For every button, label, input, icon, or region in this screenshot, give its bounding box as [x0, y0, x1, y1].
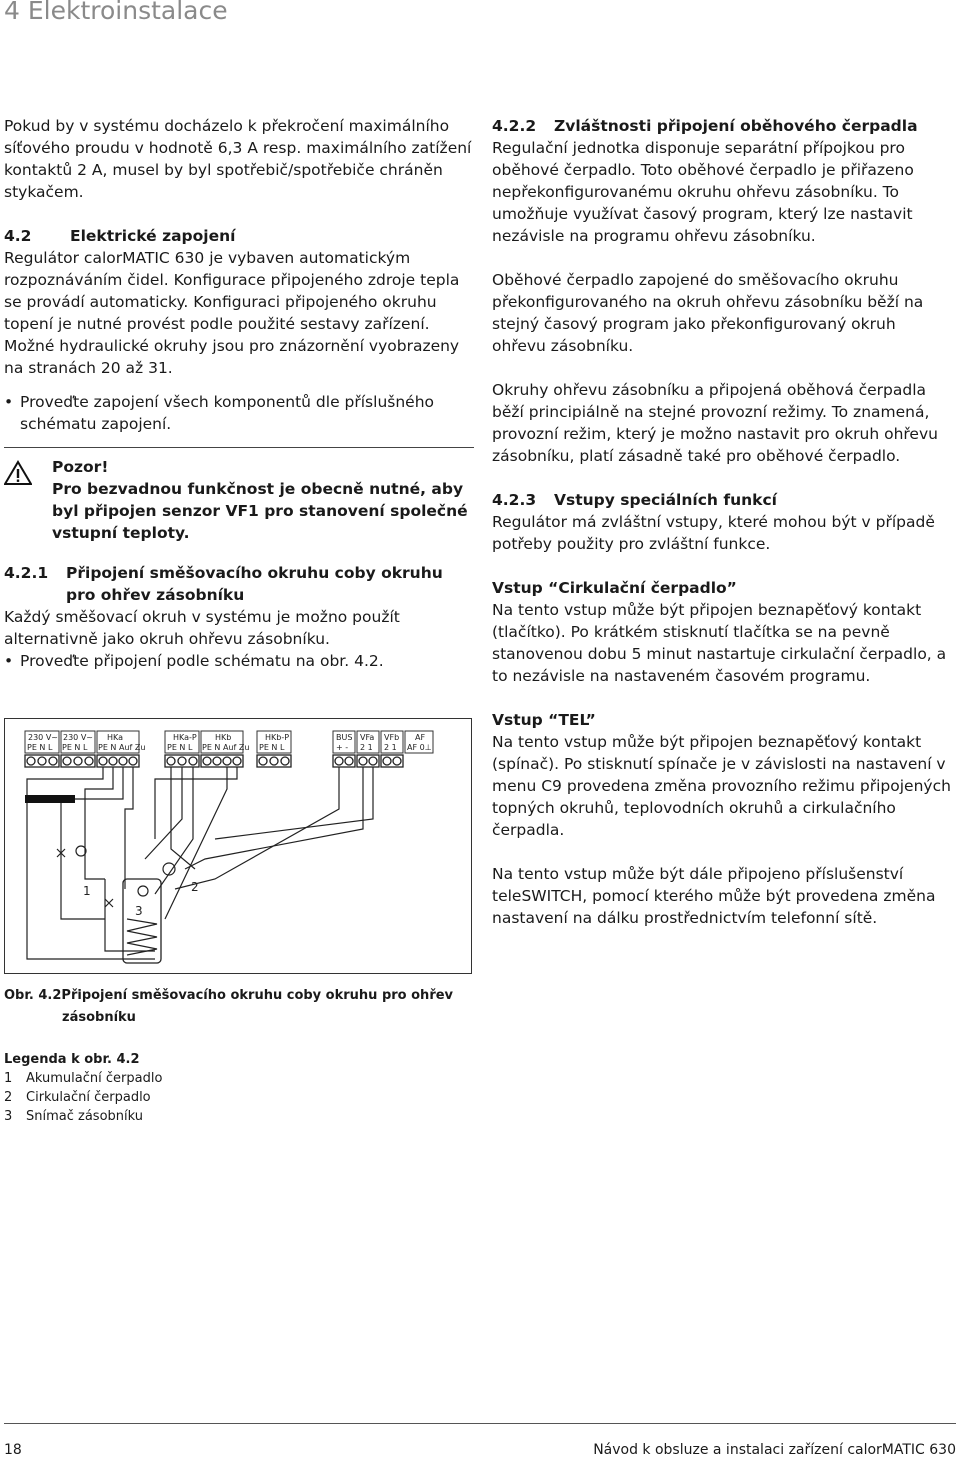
svg-text:+ -: + - — [336, 743, 349, 752]
warning-triangle-icon — [4, 456, 52, 544]
svg-text:HKb: HKb — [215, 733, 232, 742]
diagram-label-3: 3 — [135, 904, 143, 918]
input-tel-paragraph-2: Na tento vstup může být dále připojeno příslušenství teleSWITCH, pomocí kterého může být provedena změna nastavení na dálku prostřednictvím telefonní sítě. — [492, 865, 936, 927]
figure-title-line2: zásobníku — [62, 1010, 136, 1025]
svg-text:PE N Auf Zu: PE N Auf Zu — [202, 743, 250, 752]
section-4-2-1-heading — [4, 562, 474, 606]
warning-text: Pro bezvadnou funkčnost je obecně nutné, aby byl připojen senzor VF1 pro stanovení společné vstupní teploty. — [52, 480, 468, 542]
section-number: 4.2.2 — [492, 117, 537, 135]
svg-text:BUS: BUS — [336, 733, 353, 742]
section-4-2-2-paragraph-3: Okruhy ohřevu zásobníku a připojená oběhová čerpadla běží principiálně na stejné provozní režimy. To znamená, provozní režim, který je možno nastavit pro okruh ohřevu zásobníku, platí zásadně také pro oběhové čerpadlo. — [492, 381, 938, 465]
figure-title-line1: Připojení směšovacího okruhu coby okruhu pro ohřev — [61, 988, 454, 1003]
right-column — [492, 115, 954, 929]
bullet-item — [4, 650, 474, 672]
legend-title: Legenda k obr. 4.2 — [4, 1052, 140, 1067]
wiring-diagram — [4, 718, 472, 974]
page-number: 18 — [4, 1442, 22, 1458]
input-circulation-heading: Vstup “Cirkulační čerpadlo” — [492, 579, 737, 597]
svg-text:PE N L: PE N L — [167, 743, 193, 752]
legend — [4, 1050, 474, 1126]
section-4-2-2-paragraph-2: Oběhové čerpadlo zapojené do směšovacího okruhu překonfigurovaného na okruh ohřevu zásobníku běží na stejný časový program jako překonfigurovaný okruh ohřevu zásobníku. — [492, 271, 924, 355]
section-4-2-2-heading-row — [492, 115, 954, 137]
footer-divider — [4, 1423, 956, 1424]
legend-item: 3 Snímač zásobníku — [4, 1109, 143, 1124]
diagram-label-1: 1 — [83, 884, 91, 898]
input-tel-paragraph-1: Na tento vstup může být připojen beznapěťový kontakt (spínač). Po stisknutí spínače je v závislosti na nastavení v menu C9 provedena změna provozního režimu připojených topných okruhů, teplovodních okruhů a cirkulačního čerpadla. — [492, 733, 951, 839]
bullet-dot: • — [4, 393, 14, 411]
section-4-2-1-paragraph: Každý směšovací okruh v systému je možno použít alternativně jako okruh ohřevu zásobníku. — [4, 608, 400, 648]
svg-text:2 1: 2 1 — [360, 743, 373, 752]
section-4-2-paragraph-2: Možné hydraulické okruhy jsou pro znázornění vyobrazeny na stranách 20 až 31. — [4, 337, 460, 377]
svg-text:AF 0⊥: AF 0⊥ — [407, 743, 432, 752]
svg-text:AF: AF — [415, 733, 426, 742]
figure-label: Obr. 4.2 — [4, 988, 62, 1003]
svg-text:VFa: VFa — [360, 733, 375, 742]
section-title: Zvláštnosti připojení oběhového čerpadla — [554, 117, 918, 135]
section-title: Elektrické zapojení — [70, 227, 236, 245]
section-number: 4.2.1 — [4, 564, 49, 582]
figure-caption — [4, 985, 474, 1029]
section-number: 4.2.3 — [492, 491, 537, 509]
footer-title: Návod k obsluze a instalaci zařízení calorMATIC 630 — [593, 1442, 956, 1458]
section-4-2-paragraph-1: Regulátor calorMATIC 630 je vybaven automatickým rozpoznáváním čidel. Konfigurace připojeného zdroje tepla se provádí automaticky. Konfiguraci připojeného okruhu topení je nutné provést podle použité sestavy zařízení. — [4, 249, 460, 333]
input-tel-heading: Vstup “TEL” — [492, 711, 596, 729]
section-4-2-2-paragraph-1: Regulační jednotka disponuje separátní přípojkou pro oběhové čerpadlo. Toto oběhové čerpadlo je přiřazeno nepřekonfigurovanému okruhu ohřevu zásobníku. To umožňuje využívat časový program, který lze nastavit nezávisle na programu ohřevu zásobníku. — [492, 139, 914, 245]
svg-text:PE N L: PE N L — [62, 743, 88, 752]
section-4-2-3-paragraph: Regulátor má zvláštní vstupy, které mohou být v případě potřeby použity pro zvláštní funkce. — [492, 513, 935, 553]
bullet-text: Proveďte zapojení všech komponentů dle příslušného schématu zapojení. — [20, 393, 435, 433]
svg-text:PE N L: PE N L — [259, 743, 285, 752]
svg-text:230 V~: 230 V~ — [28, 733, 58, 742]
section-number: 4.2 — [4, 227, 32, 245]
left-column — [4, 115, 474, 672]
diagram-label-2: 2 — [191, 880, 199, 894]
legend-item: 2 Cirkulační čerpadlo — [4, 1090, 151, 1105]
section-title: Připojení směšovacího okruhu coby okruhu pro ohřev zásobníku — [66, 564, 443, 604]
chapter-title: 4 Elektroinstalace — [4, 0, 228, 25]
legend-item: 1 Akumulační čerpadlo — [4, 1071, 163, 1086]
section-title: Vstupy speciálních funkcí — [554, 491, 777, 509]
warning-title: Pozor! — [52, 458, 109, 476]
svg-text:HKb-P: HKb-P — [265, 733, 290, 742]
intro-paragraph: Pokud by v systému docházelo k překročení maximálního síťového proudu v hodnotě 6,3 A resp. maximálního zatížení kontaktů 2 A, musel by byl spotřebič/spotřebiče chráněn stykačem. — [4, 117, 472, 201]
svg-text:HKa: HKa — [107, 733, 124, 742]
svg-text:PE N Auf Zu: PE N Auf Zu — [98, 743, 146, 752]
section-4-2-heading — [4, 225, 474, 247]
warning-box — [4, 447, 474, 544]
bullet-text: Proveďte připojení podle schématu na obr. 4.2. — [20, 652, 384, 670]
svg-text:HKa-P: HKa-P — [173, 733, 197, 742]
bullet-item — [4, 391, 474, 435]
svg-text:2 1: 2 1 — [384, 743, 397, 752]
bullet-dot: • — [4, 652, 14, 670]
svg-text:PE N L: PE N L — [27, 743, 53, 752]
svg-text:VFb: VFb — [384, 733, 400, 742]
input-circulation-paragraph: Na tento vstup může být připojen beznapěťový kontakt (tlačítko). Po krátkém stisknutí tlačítka se na pevně stanovenou dobu 5 minut nastartuje cirkulační čerpadlo, a to nezávisle na nastaveném časovém programu. — [492, 601, 947, 685]
section-4-2-3-heading — [492, 489, 954, 511]
svg-text:230 V~: 230 V~ — [63, 733, 93, 742]
